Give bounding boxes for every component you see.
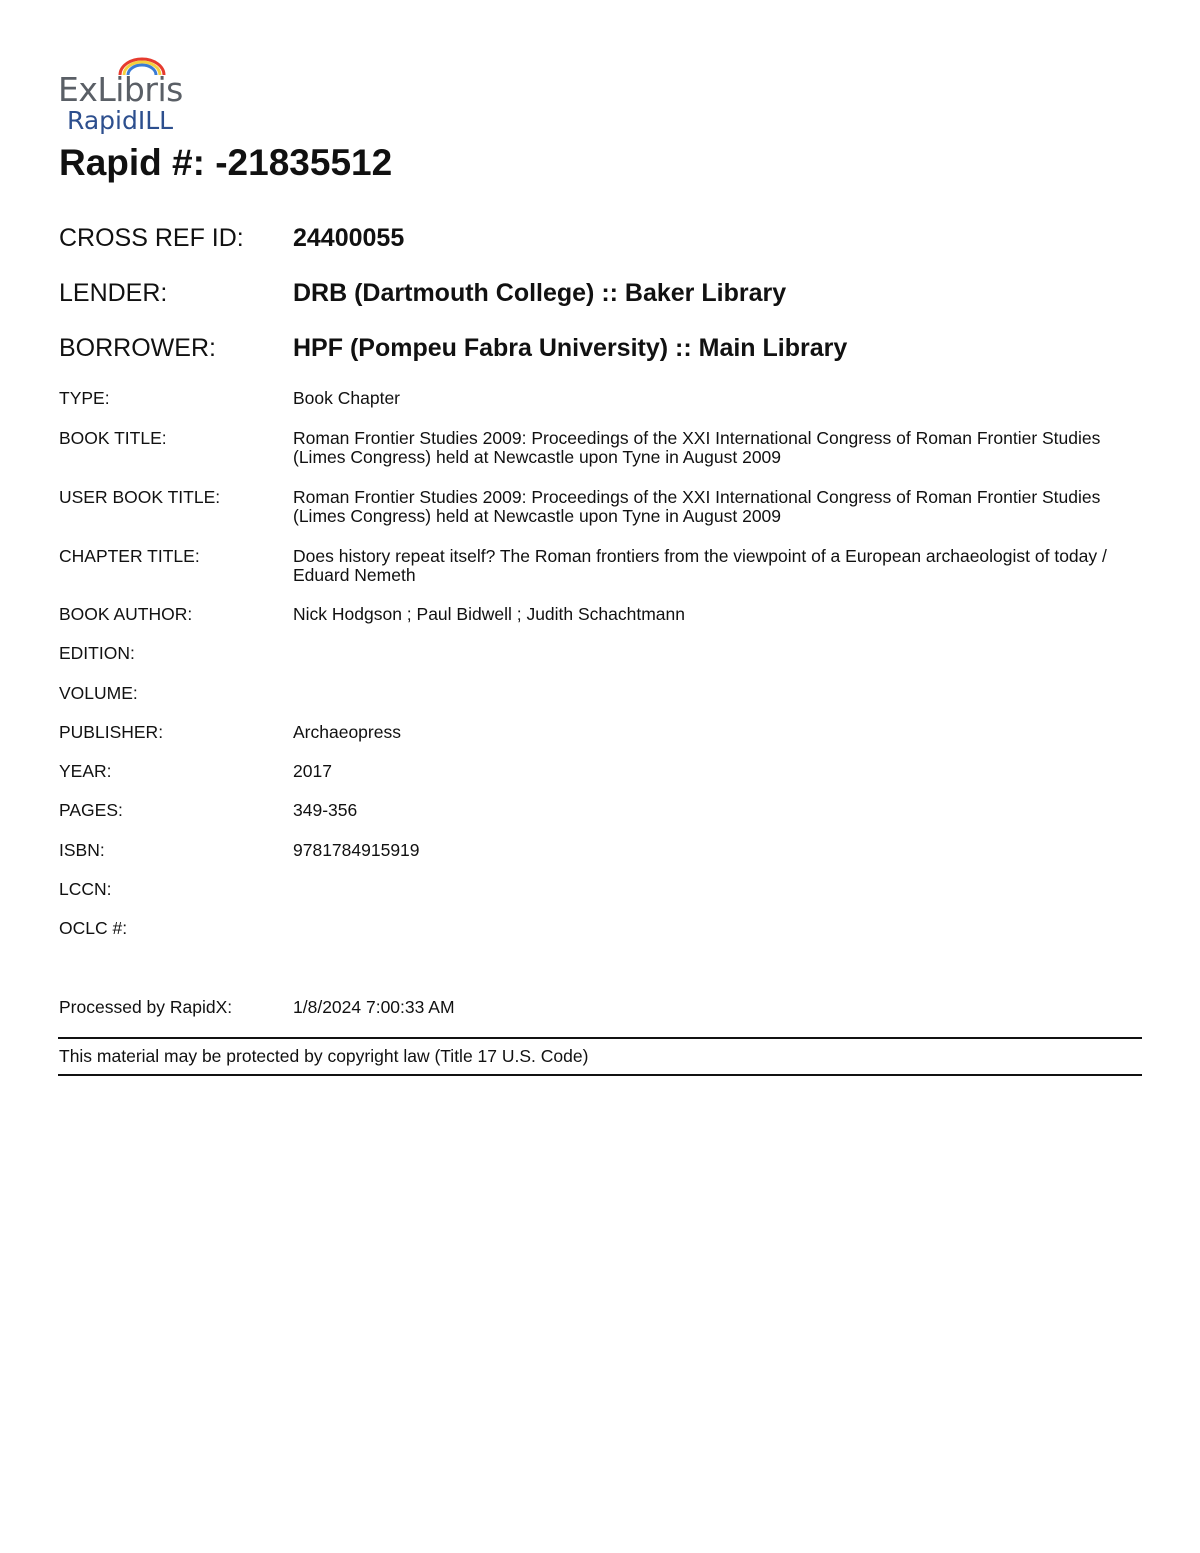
field-label: PAGES: xyxy=(59,800,123,820)
field-label: BORROWER: xyxy=(59,334,216,362)
logo-brand-exlibris: ExLibris xyxy=(58,70,183,109)
field-label: EDITION: xyxy=(59,643,135,663)
field-label: ISBN: xyxy=(59,840,105,860)
field-value: 349-356 xyxy=(293,800,358,820)
field-value: 9781784915919 xyxy=(293,840,420,860)
processed-label: Processed by RapidX: xyxy=(59,997,233,1017)
field-label: CROSS REF ID: xyxy=(59,224,244,252)
field-label: TYPE: xyxy=(59,388,110,408)
field-value: Does history repeat itself? The Roman frontiers from the viewpoint of a European archaeologist of today / Eduard Nemeth xyxy=(293,546,1107,585)
field-value: DRB (Dartmouth College) :: Baker Library xyxy=(293,279,787,307)
field-label: USER BOOK TITLE: xyxy=(59,487,221,507)
field-label: PUBLISHER: xyxy=(59,722,164,742)
rapid-number-title: Rapid #: -21835512 xyxy=(59,142,393,183)
field-label: BOOK AUTHOR: xyxy=(59,604,193,624)
field-value: 2017 xyxy=(293,761,332,781)
field-label: LENDER: xyxy=(59,279,168,307)
copyright-notice: This material may be protected by copyright law (Title 17 U.S. Code) xyxy=(59,1046,589,1066)
processed-value: 1/8/2024 7:00:33 AM xyxy=(293,997,455,1017)
field-value: 24400055 xyxy=(293,224,405,252)
field-value: Nick Hodgson ; Paul Bidwell ; Judith Schachtmann xyxy=(293,604,686,624)
bottom-divider xyxy=(58,1074,1142,1076)
field-value: Archaeopress xyxy=(293,722,401,742)
top-divider xyxy=(58,1037,1142,1039)
field-label: LCCN: xyxy=(59,879,112,899)
logo-brand-rapidill: RapidILL xyxy=(67,106,174,135)
field-value: Book Chapter xyxy=(293,388,401,408)
field-label: CHAPTER TITLE: xyxy=(59,546,200,566)
field-label: YEAR: xyxy=(59,761,112,781)
field-label: VOLUME: xyxy=(59,683,138,703)
field-value: Roman Frontier Studies 2009: Proceedings of the XXI International Congress of Roman Frontier Studies (Limes Congress) held at Newcastle upon Tyne in August 2009 xyxy=(293,428,1101,467)
field-label: BOOK TITLE: xyxy=(59,428,167,448)
field-label: OCLC #: xyxy=(59,918,128,938)
field-value: HPF (Pompeu Fabra University) :: Main Library xyxy=(293,334,848,362)
exlibris-rapidill-logo xyxy=(58,56,198,136)
field-value: Roman Frontier Studies 2009: Proceedings of the XXI International Congress of Roman Frontier Studies (Limes Congress) held at Newcastle upon Tyne in August 2009 xyxy=(293,487,1101,526)
